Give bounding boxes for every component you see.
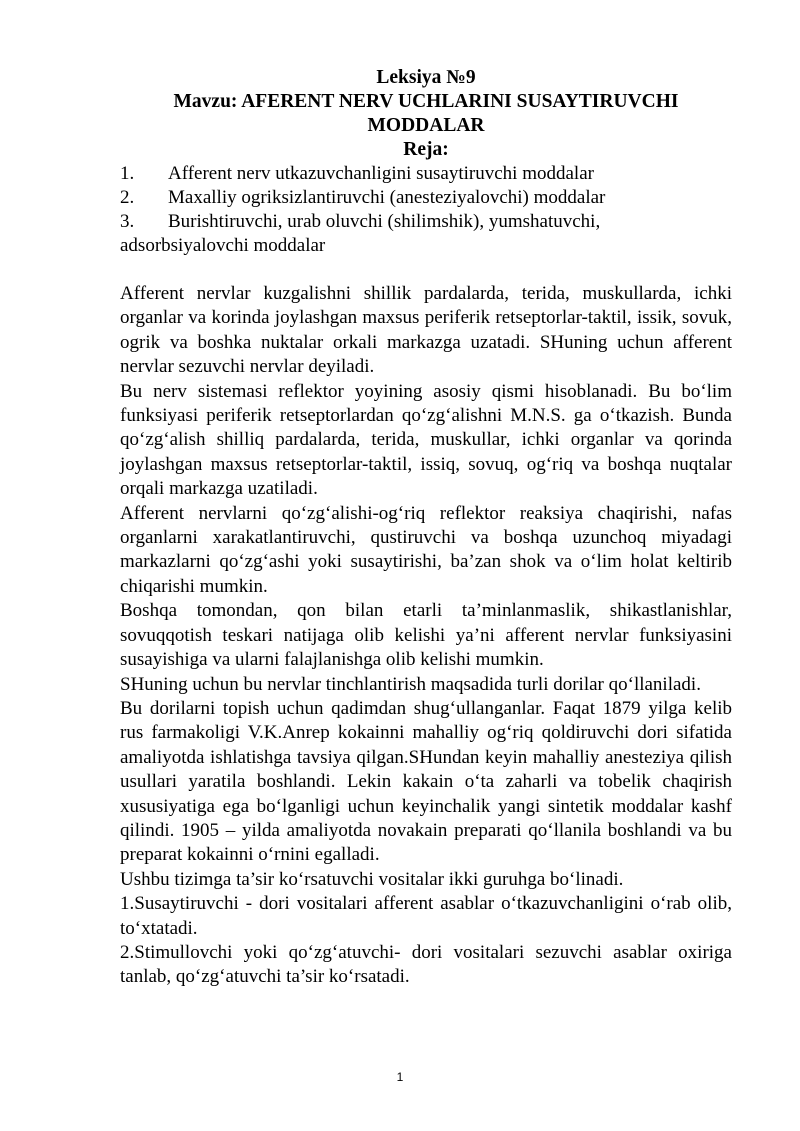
plan-heading: Reja:: [403, 139, 449, 160]
plan-item: [120, 162, 732, 186]
title-block: [120, 66, 732, 162]
paragraph: SHuning uchun bu nervlar tinchlantirish maqsadida turli dorilar qo‘llaniladi.: [120, 673, 701, 695]
plan-item: [120, 210, 732, 234]
plan-item-text: Burishtiruvchi, urab oluvchi (shilimshik), yumshatuvchi,: [168, 211, 601, 232]
page-content: [120, 66, 732, 990]
lecture-number: Leksiya №9: [376, 67, 476, 88]
plan-item: [120, 186, 732, 210]
body-text: [120, 282, 732, 990]
plan-item-number: 1.: [120, 163, 135, 184]
paragraph: Afferent nervlarni qo‘zg‘alishi-og‘riq reflektor reaksiya chaqirishi, nafas organlarni xarakatlantiruvchi, qustiruvchi va boshqa uzunchoq miyadagi markazlarni qo‘zg‘ashi yoki susaytirishi, ba’zan shok va o‘lim holat keltirib chiqarishi mumkin.: [120, 502, 732, 597]
paragraph: Bu nerv sistemasi reflektor yoyining asosiy qismi hisoblanadi. Bu bo‘lim funksiyasi periferik retseptorlardan qo‘zg‘alishni M.N.S. ga o‘tkazish. Bunda qo‘zg‘alish shilliq pardalarda, terida, muskullar, ichki organlar va qorinda joylashgan maxsus retseptorlar-taktil, issiq, sovuq, og‘riq va boshqa nuqtalar orqali markazga uzatiladi.: [120, 380, 732, 500]
paragraph: Ushbu tizimga ta’sir ko‘rsatuvchi vositalar ikki guruhga bo‘linadi.: [120, 868, 624, 890]
paragraph: 1.Susaytiruvchi - dori vositalari afferent asablar o‘tkazuvchanligini o‘rab olib, to‘xtatadi.: [120, 893, 732, 939]
paragraph: 2.Stimullovchi yoki qo‘zg‘atuvchi- dori vositalari sezuvchi asablar oxiriga tanlab, qo‘zg‘atuvchi ta’sir ko‘rsatadi.: [120, 941, 732, 988]
paragraph: Bu dorilarni topish uchun qadimdan shug‘ullanganlar. Faqat 1879 yilga kelib rus farmakoligi V.K.Anrep kokainni mahalliy og‘riq qoldiruvchi dori sifatida amaliyotda ishlatishga tavsiya qilgan.SHundan keyin mahalliy anesteziya qilish usullari yaratila boshlandi. Lekin kakain o‘ta zaharli va tobelik chaqirish xususiyatiga ega bo‘lganligi uchun keyinchalik yangi sintetik moddalar kashf qilindi. 1905 – yilda amaliyotda novakain preparati qo‘llanila boshlandi va bu preparat kokainni o‘rnini egalladi.: [120, 697, 732, 866]
plan-item-number: 3.: [120, 211, 135, 232]
plan-item-text: Afferent nerv utkazuvchanligini susaytiruvchi moddalar: [168, 163, 594, 184]
paragraph: Boshqa tomondan, qon bilan etarli ta’minlanmaslik, shikastlanishlar, sovuqqotish teskari natijaga olib kelishi ya’ni afferent nervlar funksiyasini susayishiga va ularni falajlanishga olib kelishi mumkin.: [120, 600, 732, 671]
plan-item-number: 2.: [120, 187, 135, 208]
plan-item-text: Maxalliy ogriksizlantiruvchi (anesteziyalovchi) moddalar: [168, 187, 606, 208]
page-number: 1: [396, 1070, 404, 1084]
plan-list: [120, 162, 732, 258]
paragraph: Afferent nervlar kuzgalishni shillik pardalarda, terida, muskullarda, ichki organlar va korinda joylashgan maxsus periferik retseptorlar-taktil, issik, sovuk, ogrik va boshka nuktalar orkali markazga uzatadi. SHuning uchun afferent nervlar sezuvchi nervlar deyiladi.: [120, 283, 732, 378]
blank-line: [120, 258, 732, 282]
lecture-topic: Mavzu: AFERENT NERV UCHLARINI SUSAYTIRUVCHI MODDALAR: [173, 91, 679, 136]
plan-item-continuation: adsorbsiyalovchi moddalar: [120, 235, 326, 256]
